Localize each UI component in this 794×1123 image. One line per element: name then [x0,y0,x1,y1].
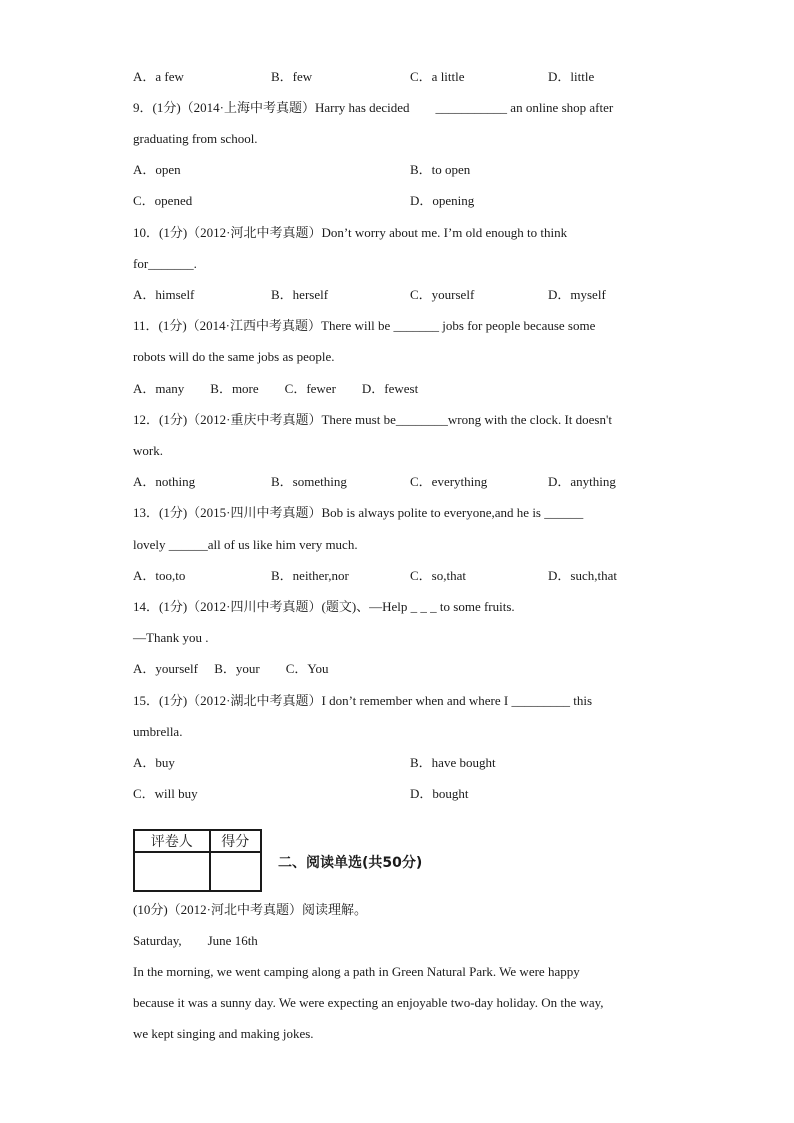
q10-stem-line2: for_______. [133,256,197,271]
reading-paragraph-line2: because it was a sunny day. We were expecting an enjoyable two-day holiday. On the way, [133,995,604,1010]
q10-option-b: B．herself [271,287,329,302]
q9-stem-line1: 9．(1分)（2014·上海中考真题）Harry has decided ___________ an online shop after [133,100,614,115]
section-title: 二、阅读单选(共50分) [278,855,423,871]
grading-table [133,829,262,892]
q9-option-c: C．opened [133,193,193,208]
grader-header: 评卷人 [134,830,210,852]
q9-stem-line2: graduating from school. [133,131,258,146]
q9-option-d: D．opening [410,193,475,208]
q15-option-a: A．buy [133,755,175,770]
q9-option-b: B．to open [410,162,471,177]
q8-option-c: C．a little [410,69,465,84]
q12-option-d: D．anything [548,474,616,489]
q13-option-d: D．such,that [548,568,617,583]
q10-option-a: A．himself [133,287,195,302]
q10-stem-line1: 10．(1分)（2012·河北中考真题）Don’t worry about me. I’m old enough to think [133,225,568,240]
q11-stem-line1: 11．(1分)（2014·江西中考真题）There will be _______ jobs for people because some [133,318,596,333]
score-cell [210,852,262,891]
q12-option-a: A．nothing [133,474,196,489]
reading-paragraph-line3: we kept singing and making jokes. [133,1026,314,1041]
q13-stem-line2: lovely ______all of us like him very much. [133,537,358,552]
reading-intro: (10分)（2012·河北中考真题）阅读理解。 [133,902,367,917]
q8-option-d: D．little [548,69,595,84]
reading-paragraph-line1: In the morning, we went camping along a path in Green Natural Park. We were happy [133,964,580,979]
q9-option-a: A．open [133,162,181,177]
q12-stem-line1: 12．(1分)（2012·重庆中考真题）There must be________wrong with the clock. It doesn't [133,412,612,427]
q12-option-b: B．something [271,474,347,489]
q11-stem-line2: robots will do the same jobs as people. [133,349,335,364]
q12-option-c: C．everything [410,474,488,489]
q10-option-d: D．myself [548,287,606,302]
q13-option-a: A．too,to [133,568,186,583]
score-header: 得分 [210,830,262,852]
q12-stem-line2: work. [133,443,163,458]
q13-option-c: C．so,that [410,568,466,583]
q15-option-c: C．will buy [133,786,198,801]
reading-date: Saturday, June 16th [133,933,258,948]
q11-options: A．many B．more C．fewer D．fewest [133,381,419,396]
grader-cell [134,852,210,891]
q15-stem-line1: 15．(1分)（2012·湖北中考真题）I don’t remember when and where I _________ this [133,693,593,708]
q8-option-b: B．few [271,69,313,84]
q15-option-b: B．have bought [410,755,496,770]
q13-option-b: B．neither,nor [271,568,349,583]
q15-option-d: D．bought [410,786,469,801]
q14-options: A．yourself B．your C．You [133,661,329,676]
q10-option-c: C．yourself [410,287,475,302]
q8-option-a: A．a few [133,69,184,84]
q15-stem-line2: umbrella. [133,724,183,739]
q14-stem-line2: —Thank you . [133,630,209,645]
q13-stem-line1: 13．(1分)（2015·四川中考真题）Bob is always polite to everyone,and he is ______ [133,505,584,520]
q14-stem-line1: 14．(1分)（2012·四川中考真题）(题文)、—Help _ _ _ to some fruits. [133,599,515,614]
